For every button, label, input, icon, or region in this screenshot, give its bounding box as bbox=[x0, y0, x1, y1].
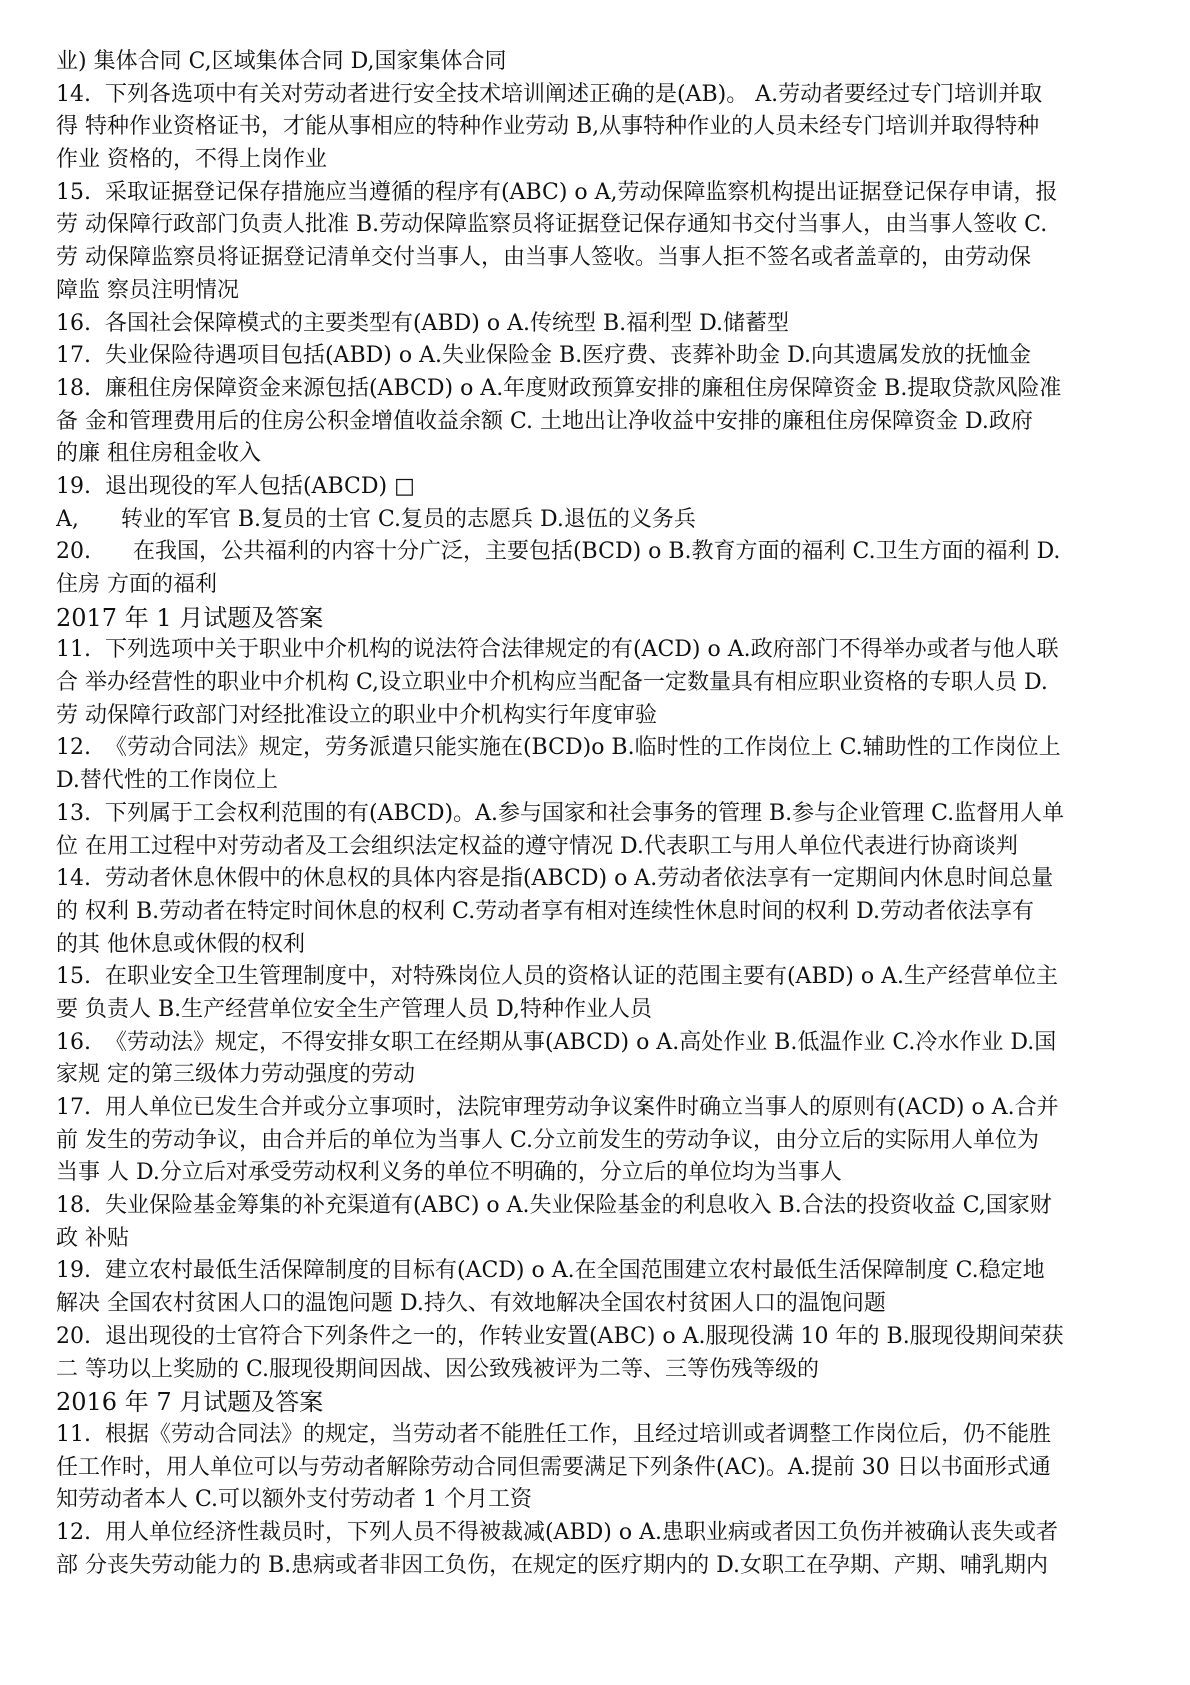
text-line: 20. 退出现役的士官符合下列条件之一的，作转业安置(ABC) o A.服现役满 10 年的 B.服现役期间荣获 bbox=[56, 1323, 1064, 1349]
text-line: 二 等功以上奖励的 C.服现役期间因战、因公致残被评为二等、三等伤残等级的 bbox=[56, 1356, 820, 1382]
text-line: 的廉 租住房租金收入 bbox=[56, 441, 261, 467]
text-line: 政 补贴 bbox=[56, 1225, 129, 1251]
section-heading: 2016 年 7 月试题及答案 bbox=[56, 1388, 324, 1417]
text-line: 13. 下列属于工会权利范围的有(ABCD)。A.参与国家和社会事务的管理 B.参与企业管理 C.监督用人单 bbox=[56, 800, 1065, 826]
text-line: 得 特种作业资格证书，才能从事相应的特种作业劳动 B,从事特种作业的人员未经专门培训并取得特种 bbox=[56, 114, 1040, 140]
text-line: 劳 动保障行政部门对经批准设立的职业中介机构实行年度审验 bbox=[56, 702, 657, 728]
text-line: 16. 《劳动法》规定，不得安排女职工在经期从事(ABCD) o A.高处作业 B.低温作业 C.冷水作业 D.国 bbox=[56, 1029, 1057, 1055]
text-line: 的其 他休息或休假的权利 bbox=[56, 931, 305, 957]
text-line: 15. 采取证据登记保存措施应当遵循的程序有(ABC) o A,劳动保障监察机构提出证据登记保存申请，报 bbox=[56, 179, 1058, 205]
text-line: 家规 定的第三级体力劳动强度的劳动 bbox=[56, 1062, 415, 1088]
text-line: 部 分丧失劳动能力的 B.患病或者非因工负伤，在规定的医疗期内的 D.女职工在孕期、产期、哺乳期内 bbox=[56, 1552, 1048, 1578]
text-line: 劳 动保障行政部门负责人批准 B.劳动保障监察员将证据登记保存通知书交付当事人，由当事人签收 C. bbox=[56, 212, 1048, 238]
text-line: 作业 资格的，不得上岗作业 bbox=[56, 147, 327, 173]
text-line: 的 权利 B.劳动者在特定时间休息的权利 C.劳动者享有相对连续性休息时间的权利 D.劳动者依法享有 bbox=[56, 898, 1035, 924]
text-line: 当事 人 D.分立后对承受劳动权利义务的单位不明确的，分立后的单位均为当事人 bbox=[56, 1160, 842, 1186]
text-line: 知劳动者本人 C.可以额外支付劳动者 1 个月工资 bbox=[56, 1487, 533, 1513]
text-line: 住房 方面的福利 bbox=[56, 572, 217, 597]
text-line: 前 发生的劳动争议，由合并后的单位为当事人 C.分立前发生的劳动争议，由分立后的实际用人单位为 bbox=[56, 1127, 1040, 1153]
text-line: 14. 下列各选项中有关对劳动者进行安全技术培训阐述正确的是(AB)。 A.劳动者要经过专门培训并取 bbox=[56, 81, 1043, 107]
text-line: 11. 根据《劳动合同法》的规定，当劳动者不能胜任工作，且经过培训或者调整工作岗位后，仍不能胜 bbox=[56, 1421, 1051, 1447]
section-heading: 2017 年 1 月试题及答案 bbox=[56, 603, 324, 632]
text-line: A, 转业的军官 B.复员的士官 C.复员的志愿兵 D.退伍的义务兵 bbox=[56, 506, 696, 532]
text-line: 17. 失业保险待遇项目包括(ABD) o A.失业保险金 B.医疗费、丧葬补助金 D.向其遗属发放的抚恤金 bbox=[56, 343, 1031, 369]
text-line: 备 金和管理费用后的住房公积金增值收益余额 C. 土地出让净收益中安排的廉租住房保障资金 D.政府 bbox=[56, 408, 1033, 434]
text-line: 12. 《劳动合同法》规定，劳务派遣只能实施在(BCD)o B.临时性的工作岗位上 C.辅助性的工作岗位上 bbox=[56, 735, 1061, 761]
text-line: 19. 建立农村最低生活保障制度的目标有(ACD) o A.在全国范围建立农村最低生活保障制度 C.稳定地 bbox=[56, 1258, 1045, 1284]
text-line: 劳 动保障监察员将证据登记清单交付当事人，由当事人签收。当事人拒不签名或者盖章的，由劳动保 bbox=[56, 245, 1031, 271]
text-line: 11. 下列选项中关于职业中介机构的说法符合法律规定的有(ACD) o A.政府部门不得举办或者与他人联 bbox=[56, 637, 1059, 663]
text-line: 19. 退出现役的军人包括(ABCD) □ bbox=[56, 473, 415, 499]
text-line: 任工作时，用人单位可以与劳动者解除劳动合同但需要满足下列条件(AC)。A.提前 30 日以书面形式通 bbox=[56, 1454, 1051, 1480]
text-line: 解决 全国农村贫困人口的温饱问题 D.持久、有效地解决全国农村贫困人口的温饱问题 bbox=[56, 1291, 886, 1317]
text-line: 15. 在职业安全卫生管理制度中，对特殊岗位人员的资格认证的范围主要有(ABD) o A.生产经营单位主 bbox=[56, 964, 1058, 990]
text-line: 业) 集体合同 C,区域集体合同 D,国家集体合同 bbox=[56, 49, 507, 74]
text-line: 12. 用人单位经济性裁员时，下列人员不得被裁减(ABD) o A.患职业病或者因工负伤并被确认丧失或者 bbox=[56, 1519, 1058, 1545]
text-line: D.替代性的工作岗位上 bbox=[56, 768, 278, 794]
text-line: 合 举办经营性的职业中介机构 C,设立职业中介机构应当配备一定数量具有相应职业资格的专职人员 D. bbox=[56, 670, 1048, 696]
text-line: 18. 廉租住房保障资金来源包括(ABCD) o A.年度财政预算安排的廉租住房保障资金 B.提取贷款风险准 bbox=[56, 375, 1062, 401]
text-line: 位 在用工过程中对劳动者及工会组织法定权益的遵守情况 D.代表职工与用人单位代表进行协商谈判 bbox=[56, 833, 1018, 859]
text-line: 20. 在我国，公共福利的内容十分广泛，主要包括(BCD) o B.教育方面的福利 C.卫生方面的福利 D. bbox=[56, 539, 1061, 565]
text-line: 18. 失业保险基金筹集的补充渠道有(ABC) o A.失业保险基金的利息收入 B.合法的投资收益 C,国家财 bbox=[56, 1193, 1052, 1219]
text-line: 要 负责人 B.生产经营单位安全生产管理人员 D,特种作业人员 bbox=[56, 996, 652, 1022]
text-line: 障监 察员注明情况 bbox=[56, 277, 239, 303]
text-line: 16. 各国社会保障模式的主要类型有(ABD) o A.传统型 B.福利型 D.储蓄型 bbox=[56, 310, 789, 336]
text-line: 17. 用人单位已发生合并或分立事项时，法院审理劳动争议案件时确立当事人的原则有(ACD) o A.合并 bbox=[56, 1095, 1059, 1120]
text-line: 14. 劳动者休息休假中的休息权的具体内容是指(ABCD) o A.劳动者依法享有一定期间内休息时间总量 bbox=[56, 866, 1054, 892]
